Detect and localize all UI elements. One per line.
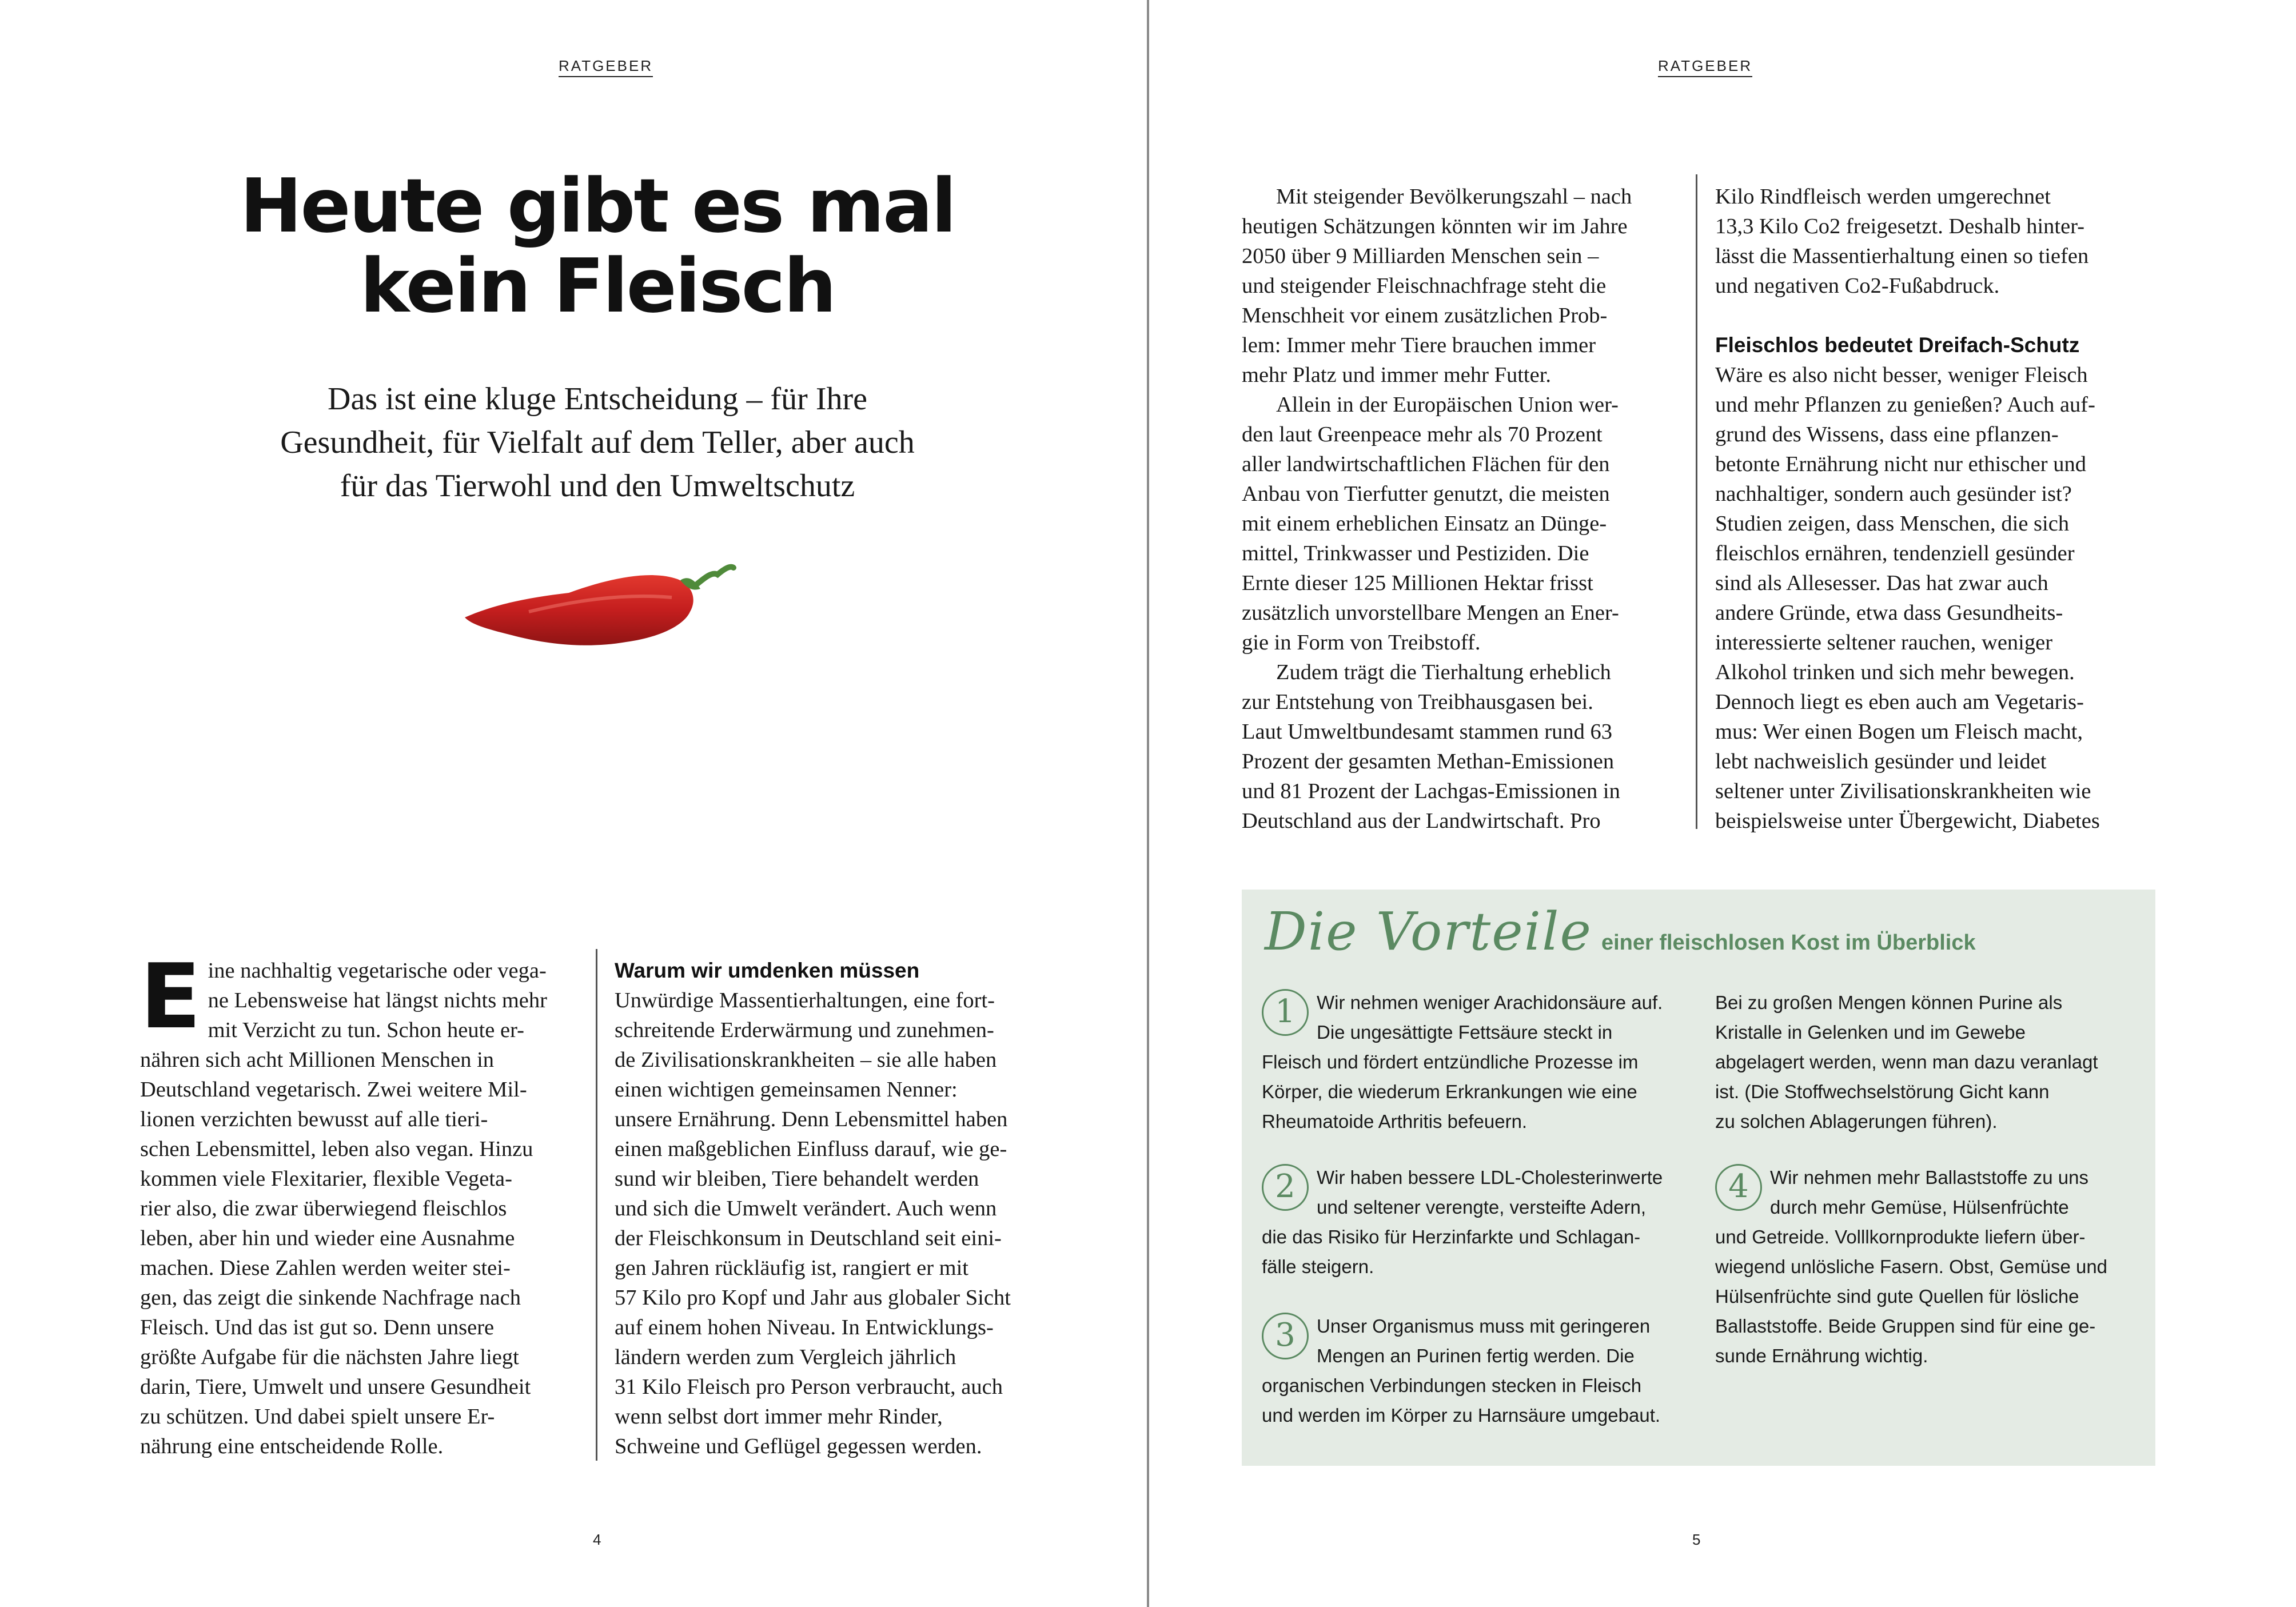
advantages-title-subline: einer fleischlosen Kost im Überblick: [1601, 931, 1976, 955]
advantage-text: Wir nehmen mehr Ballaststoffe zu uns durch mehr Gemüse, Hülsenfrüchte und Getreide. Volllkornprodukte liefern über- wiegend unlösliche Fasern. Obst, Gemüse und Hülsenfrüchte sind gute Quellen für lösliche Ballaststoffe. Beide Gruppen sind für eine ge- sunde Ernährung wichtig.: [1715, 1167, 2108, 1366]
running-head: RATGEBER: [1658, 57, 1752, 77]
column-rule: [596, 949, 597, 1461]
body-paragraph: ine nachhaltig vegetarische oder vega- ne Lebensweise hat längst nichts mehr mit Verzicht zu tun. Schon heute er- nähren sich acht Millionen Menschen in Deutschland vegetarisch. Zwei weitere Mil- lionen verzichten bewusst auf alle tieri- schen Lebensmittel, leben also vegan. Hinzu kommen viele Flexitarier, flexible Vegeta- rier also, die zwar überwiegend fleischlos leben, aber hin und wieder eine Ausnahme machen. Diese Zahlen werden weiter stei- gen, das zeigt die sinkende Nachfrage nach Fleisch. Und das ist gut so. Denn unsere größte Aufgabe für die nächsten Jahre liegt darin, Tiere, Umwelt und unsere Gesundheit zu schützen. Und dabei spielt unsere Er- nährung eine entscheidende Rolle.: [140, 959, 547, 1458]
body-paragraph: Wäre es also nicht besser, weniger Fleisch und mehr Pflanzen zu genießen? Auch auf- grund des Wissens, dass eine pflanzen- betonte Ernährung nicht nur ethischer und nachhaltiger, sondern auch gesünder ist? Studien zeigen, dass Menschen, die sich fleischlos ernähren, tendenziell gesünder sind als Allesesser. Das hat zwar auch andere Gründe, etwa dass Gesundheits- interessierte seltener rauchen, weniger Alkohol trinken und sich mehr bewegen. Dennoch liegt es eben auch am Vegetaris- mus: Wer einen Bogen um Fleisch macht, lebt nachweislich gesünder und leidet seltener unter Zivilisationskrankheiten wie beispielsweise unter Übergewicht, Diabetes: [1715, 363, 2100, 833]
advantage-text: Unser Organismus muss mit geringeren Mengen an Purinen fertig werden. Die organischen Verbindungen stecken in Fleisch und werden im Körper zu Harnsäure umgebaut.: [1262, 1315, 1661, 1426]
column-rule: [1696, 174, 1697, 829]
number-circle-3: 3: [1262, 1313, 1309, 1359]
number-circle-4: 4: [1715, 1164, 1762, 1211]
advantages-title: [1265, 901, 1976, 962]
advantage-text: Bei zu großen Mengen können Purine als Kristalle in Gelenken und im Gewebe abgelagert werden, wenn man dazu veranlagt ist. (Die Stoffwechselstörung Gicht kann zu solchen Ablagerungen führen).: [1715, 992, 2098, 1132]
page-number: 5: [1692, 1531, 1701, 1548]
body-column-2: [1715, 182, 2167, 836]
body-column-1: [140, 944, 586, 1461]
advantage-text: Wir haben bessere LDL-Cholesterinwerte und seltener verengte, versteifte Adern, die das Risiko für Herzinfarkte und Schlagan- fälle steigern.: [1262, 1167, 1663, 1277]
dropcap: E: [140, 944, 201, 1048]
body-column-1: [1242, 182, 1693, 836]
advantage-item-4: [1715, 1163, 2138, 1371]
number-circle-1: 1: [1262, 989, 1309, 1036]
advantage-item-2: [1262, 1163, 1685, 1282]
page-number: 4: [593, 1531, 601, 1548]
subheading: Warum wir umdenken müssen: [615, 959, 920, 982]
standfirst: Das ist eine kluge Entscheidung – für Ihre Gesundheit, für Vielfalt auf dem Teller, aber auch für das Tierwohl und den Umweltschutz: [280, 381, 915, 504]
body-paragraph: Kilo Rindfleisch werden umgerechnet 13,3 Kilo Co2 freigesetzt. Deshalb hinter- lässt die Massentierhaltung einen so tiefen und negativen Co2-Fußabdruck.: [1715, 185, 2089, 298]
advantage-item-3: [1262, 1311, 1685, 1430]
headline: Heute gibt es mal kein Fleisch: [240, 162, 955, 329]
body-paragraph: Zudem trägt die Tierhaltung erheblich zur Entstehung von Treibhausgasen bei. Laut Umweltbundesamt stammen rund 63 Prozent der gesamten Methan-Emissionen und 81 Prozent der Lachgas-Emissionen in Deutschland aus der Landwirtschaft. Pro: [1242, 660, 1620, 833]
body-paragraph: Mit steigender Bevölkerungszahl – nach heutigen Schätzungen könnten wir im Jahre 2050 über 9 Milliarden Menschen sein – und steigender Fleischnachfrage steht die Menschheit vor einem zusätzlichen Prob- lem: Immer mehr Tiere brauchen immer mehr Platz und immer mehr Futter.: [1242, 185, 1632, 387]
advantage-item-1: [1262, 988, 1685, 1137]
right-page: [1149, 0, 2296, 1607]
left-page: [0, 0, 1147, 1607]
advantage-item-3-continued: [1715, 988, 2138, 1137]
body-column-2: [615, 956, 1072, 1461]
red-pepper-illustration: [460, 557, 746, 655]
body-paragraph: Allein in der Europäischen Union wer- den laut Greenpeace mehr als 70 Prozent aller landwirtschaftlichen Flächen für den Anbau von Tierfutter genutzt, die meisten mit einem erheblichen Einsatz an Dünge- mittel, Trinkwasser und Pestiziden. Die Ernte dieser 125 Millionen Hektar frisst zusätzlich unvorstellbare Mengen an Ener- gie in Form von Treibstoff.: [1242, 393, 1619, 655]
running-head: RATGEBER: [559, 57, 653, 77]
advantages-box: [1242, 890, 2155, 1466]
advantage-text: Wir nehmen weniger Arachidonsäure auf. Die ungesättigte Fettsäure steckt in Fleisch und fördert entzündliche Prozesse im Körper, die wiederum Erkrankungen wie eine Rheumatoide Arthritis befeuern.: [1262, 992, 1663, 1132]
advantages-title-script: Die Vorteile: [1265, 901, 1592, 962]
body-paragraph: Unwürdige Massentierhaltungen, eine fort- schreitende Erderwärmung und zunehmen- de Zivilisationskrankheiten – sie alle haben einen wichtigen gemeinsamen Nenner: unsere Ernährung. Denn Lebensmittel haben einen maßgeblichen Einfluss darauf, wie ge- sund wir bleiben, Tiere behandelt werden und sich die Umwelt verändert. Auch wenn der Fleischkonsum in Deutschland seit eini- gen Jahren rückläufig ist, rangiert er mit 57 Kilo pro Kopf und Jahr aus globaler Sicht auf einem hohen Niveau. In Entwicklungs- ländern werden zum Vergleich jährlich 31 Kilo Fleisch pro Person verbraucht, auch wenn selbst dort immer mehr Rinder, Schweine und Geflügel gegessen werden.: [615, 988, 1011, 1458]
number-circle-2: 2: [1262, 1164, 1309, 1211]
subheading: Fleischlos bedeutet Dreifach-Schutz: [1715, 333, 2080, 357]
